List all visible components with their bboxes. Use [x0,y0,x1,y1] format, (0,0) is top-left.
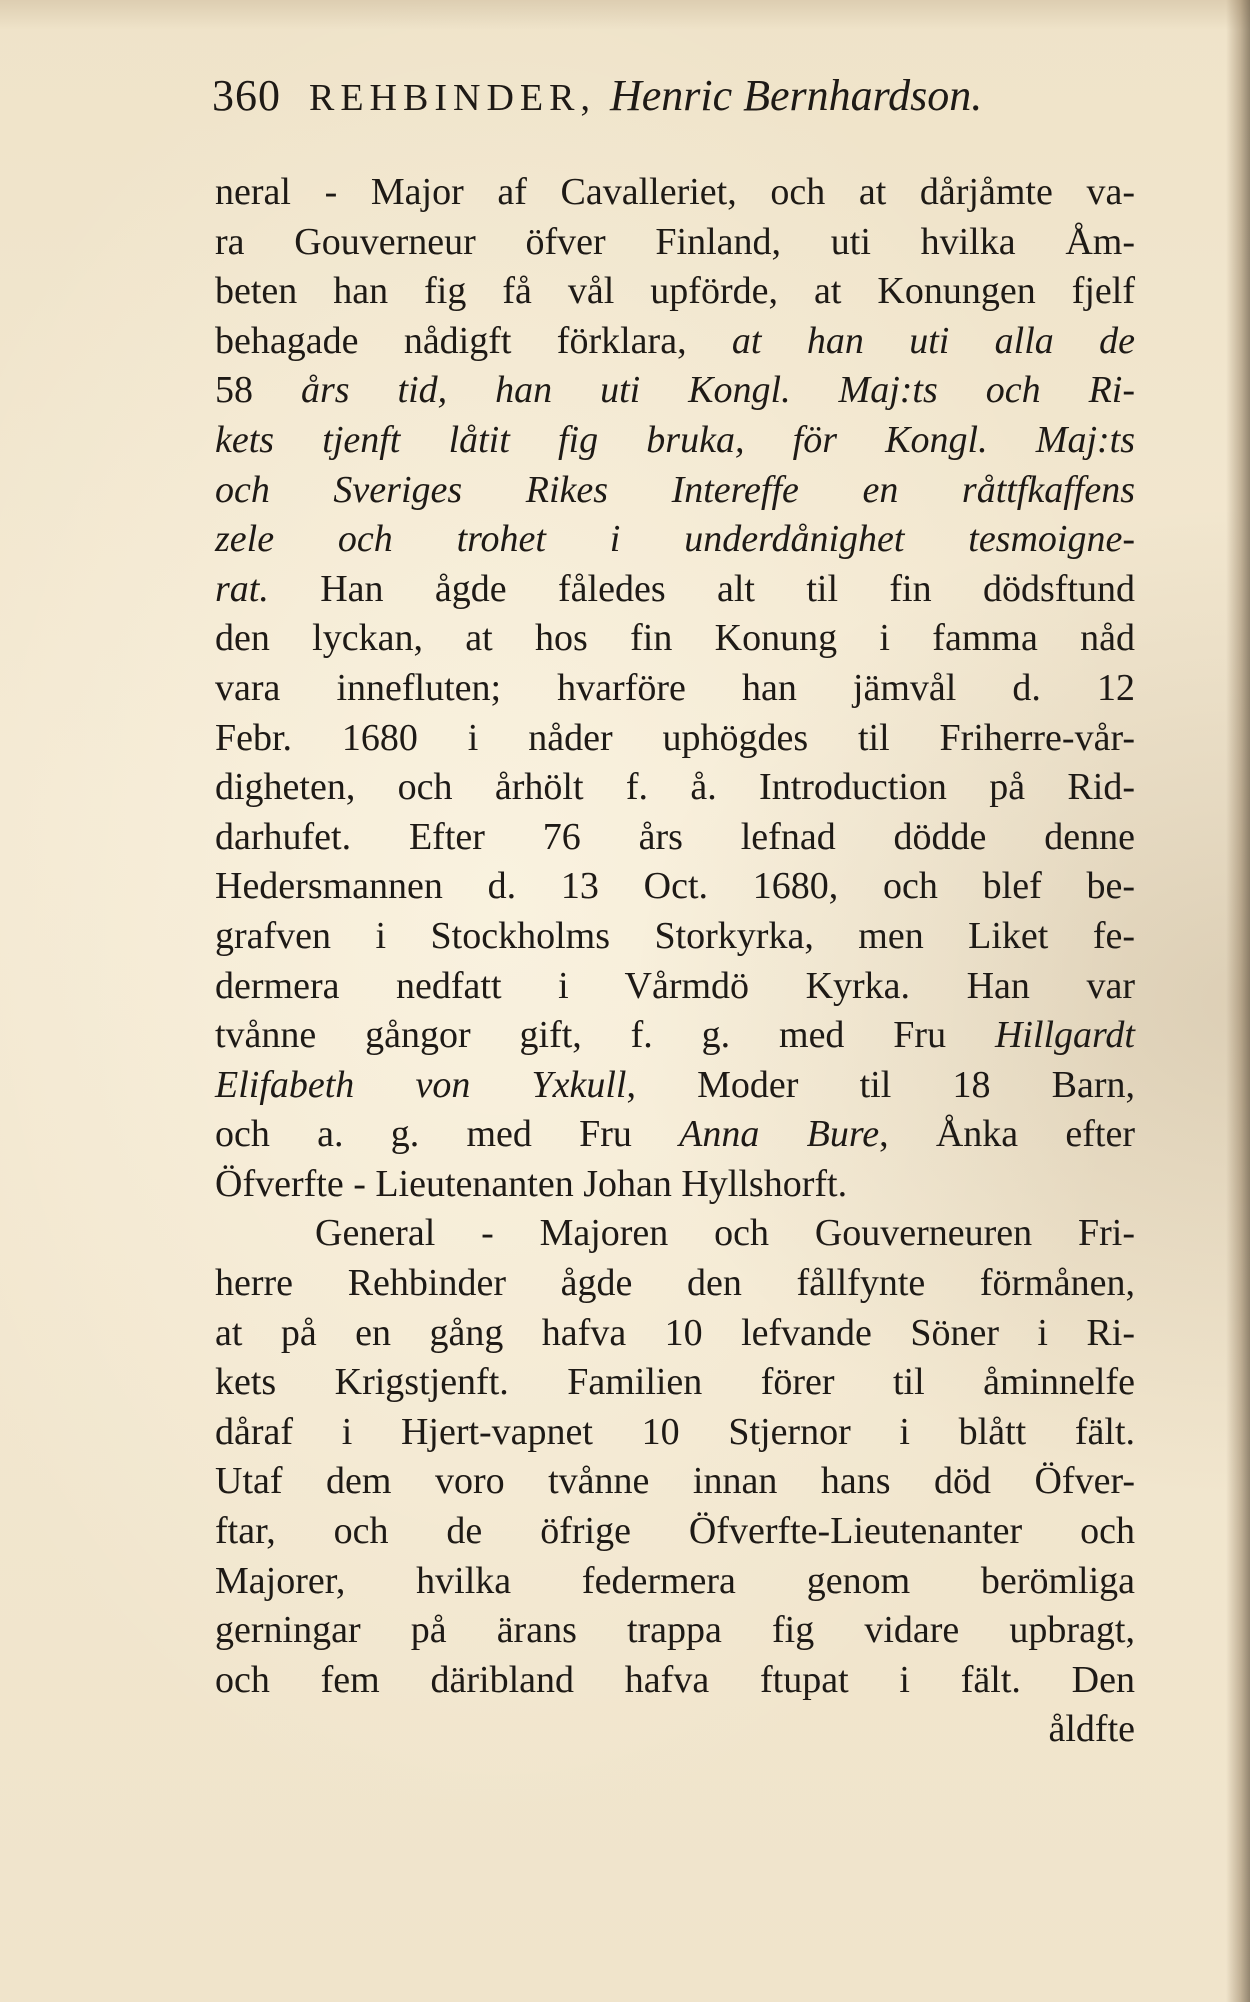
text-line [215,1061,1135,1111]
text-segment: Han ågde fåledes alt til fin dödsftund [268,567,1135,610]
text-line [215,1110,1135,1160]
text-line [215,1259,1135,1309]
text-line [215,1656,1135,1706]
text-line [215,1160,1135,1210]
text-segment: neral - Major af Cavalleriet, och at dårjåmte va- [215,171,1135,213]
text-line [215,813,1135,863]
text-segment: kets Krigstjenft. Familien förer til åminnelfe [215,1361,1135,1404]
text-line [215,1209,1135,1259]
page-number: 360 [212,71,281,120]
italic-text: års tid, han uti Kongl. Maj:ts och Ri- [300,369,1136,412]
running-head-given-names: Henric Bernhardson. [609,71,983,120]
text-segment: Febr. 1680 i nåder uphögdes til Friherre-vår- [215,716,1135,759]
text-segment: och a. g. med Fru [215,1113,680,1156]
italic-text: Anna Bure [679,1113,880,1156]
text-segment: herre Rehbinder ågde den fållfynte förmånen, [215,1262,1135,1305]
text-segment: at på en gång hafva 10 lefvande Söner i Ri- [215,1311,1135,1354]
text-segment: grafven i Stockholms Storkyrka, men Liket fe- [215,914,1135,957]
page-edge-shadow-top [0,0,1250,30]
text-segment: och fem däribland hafva ftupat i fält. Den [215,1658,1135,1701]
text-segment: darhufet. Efter 76 års lefnad dödde denne [215,815,1135,858]
text-line [215,1309,1135,1359]
italic-text: Hillgardt [994,1014,1135,1057]
text-segment: dåraf i Hjert-vapnet 10 Stjernor i blått fält. [215,1410,1135,1453]
italic-text: Elifabeth von Yxkull [215,1063,627,1106]
text-line [215,862,1135,912]
text-line [215,1557,1135,1607]
text-line [215,416,1135,466]
text-line [215,714,1135,764]
text-line [215,565,1135,615]
italic-text: at han uti alla de [731,319,1135,362]
text-line [215,317,1135,367]
text-segment: ftar, och de öfrige Öfverfte-Lieutenanter och [215,1510,1135,1553]
running-head-name: REHBINDER, [309,77,596,119]
text-line [215,466,1135,516]
text-line [215,1408,1135,1458]
text-segment: tvånne gångor gift, f. g. med Fru [215,1014,995,1057]
italic-text: rat. [215,567,269,610]
text-segment: Hedersmannen d. 13 Oct. 1680, och blef be- [215,865,1135,908]
text-segment: Utaf dem voro tvånne innan hans död Öfver- [215,1460,1135,1503]
text-segment: Majorer, hvilka federmera genom berömliga [215,1559,1135,1602]
text-segment: 58 [215,369,301,412]
text-segment: Öfverfte - Lieutenanten Johan Hyllshorft. [215,1162,848,1205]
text-segment: General - Majoren och Gouverneuren Fri- [315,1212,1135,1255]
text-line [215,962,1135,1012]
body-text [215,168,1135,1755]
text-line [215,664,1135,714]
page-edge-shadow-right [1226,0,1250,2002]
text-line [215,1011,1135,1061]
text-segment: vara innefluten; hvarföre han jämvål d. 12 [215,666,1135,709]
text-line [215,515,1135,565]
text-segment: åldfte [1048,1708,1135,1751]
text-line [215,267,1135,317]
text-line [215,1507,1135,1557]
text-segment: dermera nedfatt i Vårmdö Kyrka. Han var [215,964,1135,1007]
text-line [215,763,1135,813]
text-line [215,1358,1135,1408]
text-line [215,366,1135,416]
catchword [215,1705,1135,1755]
italic-text: zele och trohet i underdånighet tesmoigne- [215,518,1135,561]
text-segment: gerningar på ärans trappa fig vidare upbragt, [215,1609,1135,1652]
text-line [215,614,1135,664]
text-segment: , Ånka efter [879,1113,1135,1156]
text-line [215,1606,1135,1656]
running-header [212,70,1112,126]
text-line [215,912,1135,962]
text-segment: behagade nådigft förklara, [215,319,732,362]
text-line [215,218,1135,268]
text-line [215,1457,1135,1507]
text-line [215,168,1135,218]
text-segment: beten han fig få vål upförde, at Konungen fjelf [215,270,1135,313]
text-segment: ra Gouverneur öfver Finland, uti hvilka Åm- [215,220,1135,263]
italic-text: och Sveriges Rikes Intereffe en råttfkaffens [215,468,1135,511]
text-segment: , Moder til 18 Barn, [626,1063,1135,1106]
text-segment: digheten, och århölt f. å. Introduction på Rid- [215,766,1135,809]
text-segment: den lyckan, at hos fin Konung i famma nåd [215,617,1135,660]
italic-text: kets tjenft låtit fig bruka, för Kongl. Maj:ts [215,418,1135,461]
